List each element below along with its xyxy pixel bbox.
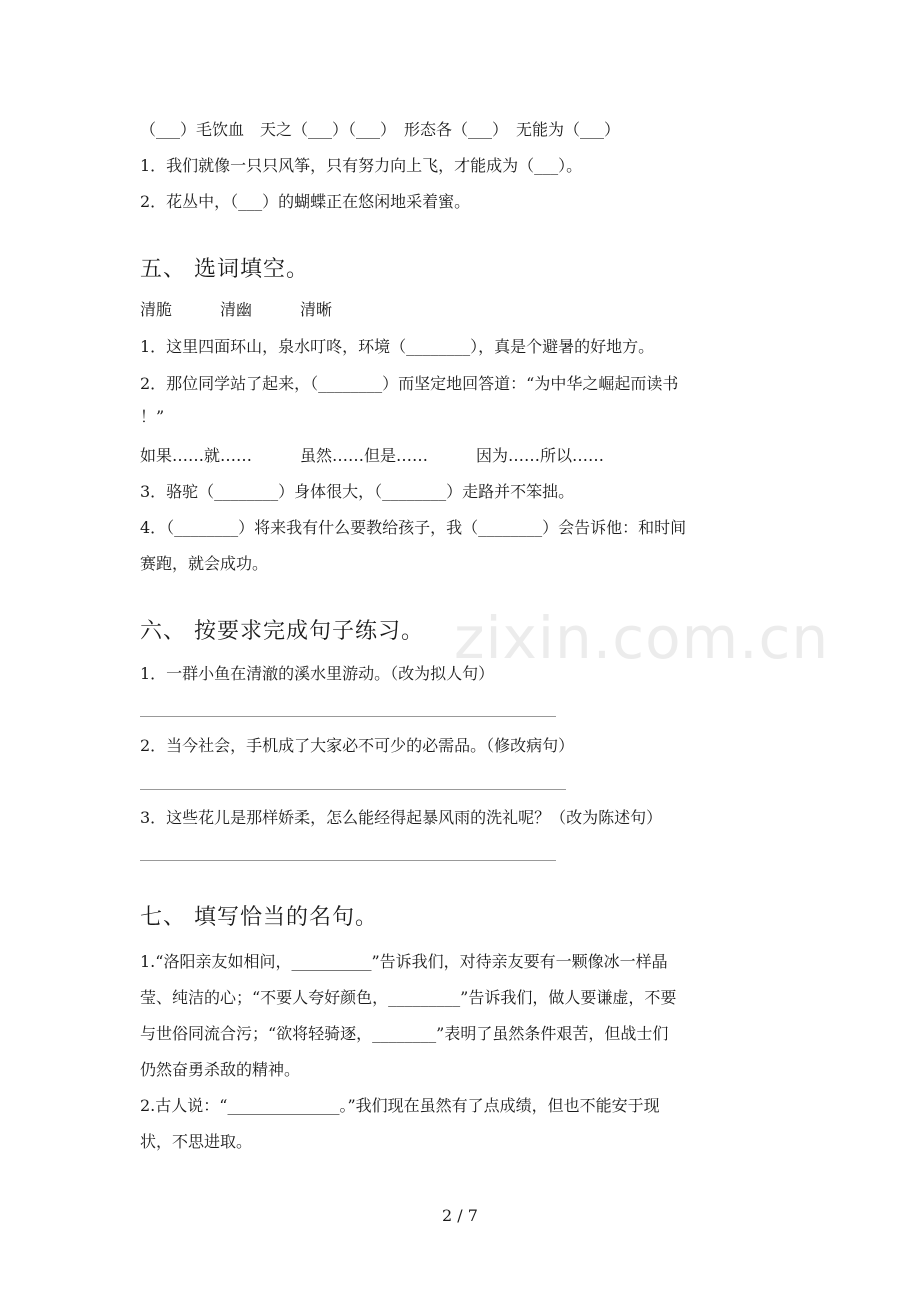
answer-line[interactable]	[140, 860, 556, 861]
question-line: 1．一群小鱼在清澈的溪水里游动。（改为拟人句）	[140, 664, 495, 683]
question-line: 2．那位同学站了起来，（________）而坚定地回答道：“为中华之崛起而读书	[140, 374, 679, 393]
question-line: ！”	[140, 407, 165, 426]
page-number: 2 / 7	[442, 1206, 478, 1225]
section-5-title: 五、 选词填空。	[140, 257, 309, 282]
idiom-line: （___）毛饮血 天之（___）（___） 形态各（___） 无能为（___）	[140, 120, 621, 139]
answer-line[interactable]	[140, 716, 556, 717]
question-line: 仍然奋勇杀敌的精神。	[140, 1060, 301, 1079]
question-line: 与世俗同流合污；“欲将轻骑逐，________”表明了虽然条件艰苦，但战士们	[140, 1024, 669, 1043]
answer-line[interactable]	[140, 789, 566, 790]
question-line: 3．骆驼（________）身体很大，（________）走路并不笨拙。	[140, 482, 575, 501]
watermark: zixin.com.cn	[454, 604, 830, 672]
question-line: 2.古人说：“______________。”我们现在虽然有了点成绩，但也不能安于现	[140, 1096, 660, 1115]
question-line: 4．（________）将来我有什么要教给孩子，我（________）会告诉他：和时间	[140, 518, 687, 537]
question-line: 莹、纯洁的心；“不要人夸好颜色，_________”告诉我们，做人要谦虚，不要	[140, 988, 677, 1007]
question-line: 3．这些花儿是那样娇柔，怎么能经得起暴风雨的洗礼呢？（改为陈述句）	[140, 808, 663, 827]
question-line: 1.“洛阳亲友如相问，__________”告诉我们，对待亲友要有一颗像冰一样晶	[140, 952, 668, 971]
question-line: 1．我们就像一只只风筝，只有努力向上飞，才能成为（___）。	[140, 156, 583, 175]
question-line: 1．这里四面环山，泉水叮咚，环境（________），真是个避暑的好地方。	[140, 337, 655, 356]
word-choices: 清脆 清幽 清晰	[140, 300, 333, 319]
section-6-title: 六、 按要求完成句子练习。	[140, 619, 424, 644]
question-line: 2．当今社会，手机成了大家必不可少的必需品。（修改病句）	[140, 736, 575, 755]
section-7-title: 七、 填写恰当的名句。	[140, 905, 378, 930]
connective-choices: 如果……就…… 虽然……但是…… 因为……所以……	[140, 446, 605, 465]
question-line: 状，不思进取。	[140, 1132, 253, 1151]
question-line: 2．花丛中，（___）的蝴蝶正在悠闲地采着蜜。	[140, 192, 471, 211]
question-line: 赛跑，就会成功。	[140, 554, 269, 573]
